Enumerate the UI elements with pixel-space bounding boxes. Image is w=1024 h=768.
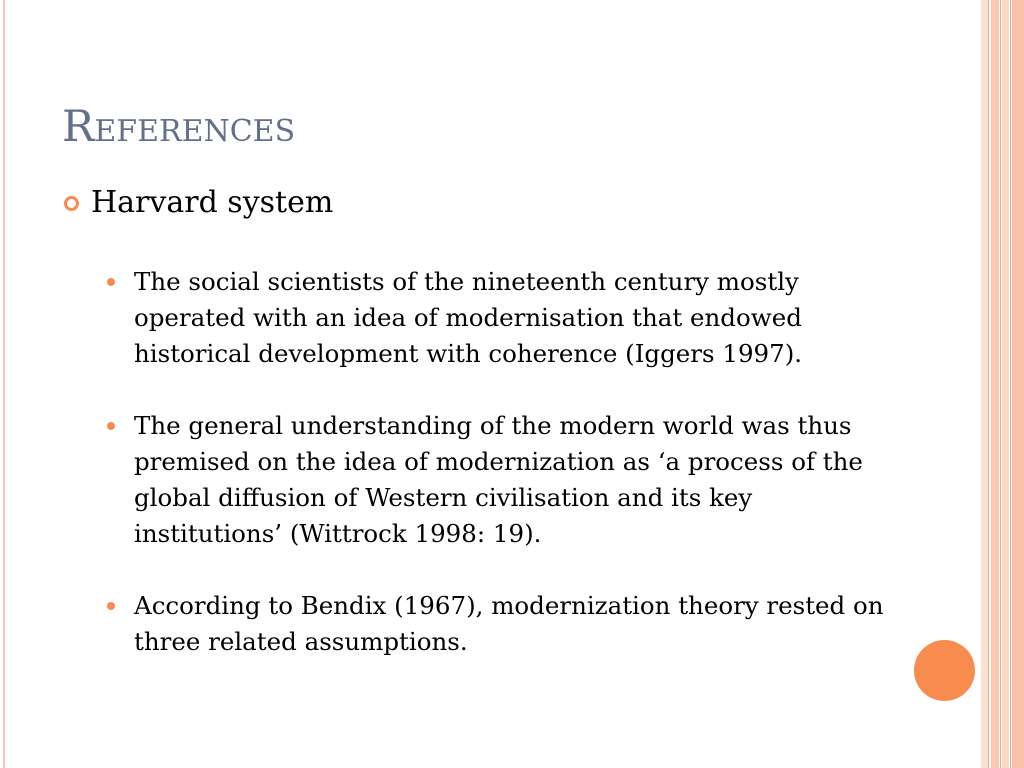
- bullet-level1: [64, 185, 334, 220]
- sub-bullet-text: The social scientists of the nineteenth century mostly operated with an idea of modernisation that endowed historical development with coherence (Iggers 1997).: [134, 267, 803, 368]
- right-stripe-line: [988, 0, 989, 768]
- right-stripe: [1002, 0, 1009, 768]
- right-stripe-line: [1010, 0, 1011, 768]
- sub-bullet-item: [104, 264, 884, 372]
- sub-bullet-item: [104, 408, 884, 552]
- dot-bullet-icon: [107, 602, 115, 610]
- sub-bullet-list: [104, 264, 884, 696]
- dot-bullet-icon: [107, 422, 115, 430]
- sub-bullet-text: The general understanding of the modern world was thus premised on the idea of modernization as ‘a process of the global diffusion of Western civilisation and its key institutions’ (Wittrock 1998: 19).: [134, 411, 863, 548]
- sub-bullet-item: [104, 588, 884, 660]
- dot-bullet-icon: [107, 278, 115, 286]
- slide-title: References: [62, 102, 296, 152]
- left-border-line: [3, 0, 5, 768]
- ring-bullet-icon: [64, 196, 79, 211]
- decorative-circle: [914, 640, 975, 701]
- right-stripe: [981, 0, 988, 768]
- bullet-level1-text: Harvard system: [91, 185, 334, 220]
- right-stripe: [991, 0, 999, 768]
- right-stripe-line: [1000, 0, 1001, 768]
- right-stripe: [1012, 0, 1024, 768]
- sub-bullet-text: According to Bendix (1967), modernization theory rested on three related assumptions.: [134, 591, 884, 656]
